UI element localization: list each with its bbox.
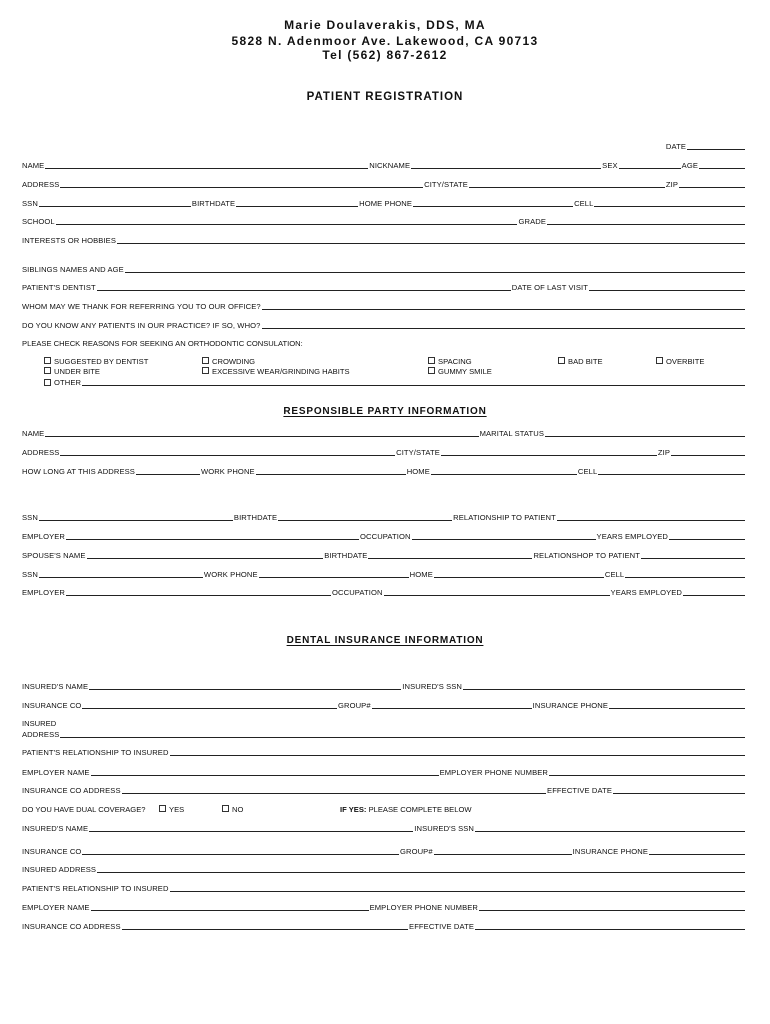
zip-field[interactable] <box>679 187 745 188</box>
ins2-name-row <box>22 821 746 833</box>
rp-spouse-work-phone-label: WORK PHONE <box>203 570 258 579</box>
siblings-label: SIBLINGS NAMES AND AGE <box>22 265 124 274</box>
rp-city-state-label: CITY/STATE <box>396 448 440 457</box>
grade-field[interactable] <box>547 224 745 225</box>
ssn-label: SSN <box>22 199 38 208</box>
age-label: AGE <box>681 161 698 170</box>
if-yes-note: IF YES: PLEASE COMPLETE BELOW <box>340 805 472 814</box>
siblings-field[interactable] <box>125 272 745 273</box>
ins-employer-phone-label: EMPLOYER PHONE NUMBER <box>439 768 548 777</box>
rp-spouse-occupation-label: OCCUPATION <box>332 588 383 597</box>
responsible-heading: RESPONSIBLE PARTY INFORMATION <box>283 406 487 417</box>
date-row <box>22 139 746 151</box>
ins-employer-field[interactable] <box>91 775 439 776</box>
rp-work-phone-label: WORK PHONE <box>200 467 255 476</box>
ins-employer-phone-field[interactable] <box>549 775 745 776</box>
ins2-employer-phone-field[interactable] <box>479 910 745 911</box>
school-row <box>22 214 746 226</box>
rp-spouse-home-field[interactable] <box>434 577 604 578</box>
ins-phone-label: INSURANCE PHONE <box>532 701 608 710</box>
age-field[interactable] <box>699 168 745 169</box>
checkbox[interactable] <box>159 805 166 812</box>
ins2-co-address-row <box>22 919 746 931</box>
ins2-co-label: INSURANCE CO <box>22 847 82 856</box>
reason-gummy[interactable]: GUMMY SMILE <box>428 367 492 376</box>
rp-spouse-name-label: SPOUSE'S NAME <box>22 551 86 560</box>
reason-crowding[interactable]: CROWDING <box>202 357 255 366</box>
know-patients-row <box>22 318 746 330</box>
rp-relationship-label: RELATIONSHIP TO PATIENT <box>453 513 556 522</box>
ins2-co-address-label: INSURANCE CO ADDRESS <box>22 922 121 931</box>
rp-name-label: NAME <box>22 429 45 438</box>
interests-label: INTERESTS OR HOBBIES <box>22 236 116 245</box>
rp-relationship-field[interactable] <box>557 520 745 521</box>
interests-field[interactable] <box>117 243 745 244</box>
rp-name-row <box>22 426 746 438</box>
rp-ssn-label: SSN <box>22 513 38 522</box>
checkbox[interactable] <box>44 379 51 386</box>
ins-relationship-field[interactable] <box>170 755 745 756</box>
rp-birthdate-label: BIRTHDATE <box>233 513 278 522</box>
rp-spouse-relationship-field[interactable] <box>641 558 745 559</box>
rp-employer-field[interactable] <box>66 539 359 540</box>
dentist-row <box>22 280 746 292</box>
ins-group-label: GROUP# <box>337 701 371 710</box>
ins-address-label-2: ADDRESS <box>22 730 60 739</box>
rp-cell-label: CELL <box>577 467 598 476</box>
practice-name: Marie Doulaverakis, DDS, MA <box>284 18 486 32</box>
checkbox[interactable] <box>428 357 435 364</box>
city-state-field[interactable] <box>469 187 665 188</box>
reason-under-bite[interactable]: UNDER BITE <box>44 367 100 376</box>
checkbox[interactable] <box>222 805 229 812</box>
rp-spouse-years-label: YEARS EMPLOYED <box>610 588 682 597</box>
ins-effective-label: EFFECTIVE DATE <box>547 786 612 795</box>
ins-co-field[interactable] <box>82 708 337 709</box>
zip-label: ZIP <box>665 180 678 189</box>
rp-how-long-field[interactable] <box>136 474 200 475</box>
reasons-prompt: PLEASE CHECK REASONS FOR SEEKING AN ORTHODONTIC CONSULATION: <box>22 339 303 348</box>
nickname-field[interactable] <box>411 168 601 169</box>
ins2-address-field[interactable] <box>97 872 745 873</box>
ins-address-field[interactable] <box>60 737 745 738</box>
rp-work-phone-field[interactable] <box>256 474 406 475</box>
reason-bad-bite[interactable]: BAD BITE <box>558 357 603 366</box>
rp-address-row <box>22 445 746 457</box>
cell-field[interactable] <box>594 206 745 207</box>
ins-co-label: INSURANCE CO <box>22 701 82 710</box>
ins-phone-field[interactable] <box>609 708 745 709</box>
rp-ssn-field[interactable] <box>39 520 233 521</box>
ins2-phone-label: INSURANCE PHONE <box>572 847 648 856</box>
ins-ssn-field[interactable] <box>463 689 745 690</box>
birthdate-field[interactable] <box>236 206 358 207</box>
siblings-row <box>22 262 746 274</box>
checkbox[interactable] <box>558 357 565 364</box>
rp-spouse-row <box>22 548 746 560</box>
ins-relationship-row <box>22 745 746 757</box>
checkbox[interactable] <box>656 357 663 364</box>
rp-spouse-occupation-field[interactable] <box>384 595 610 596</box>
interests-row <box>22 233 746 245</box>
school-label: SCHOOL <box>22 217 55 226</box>
insurance-heading: DENTAL INSURANCE INFORMATION <box>286 635 484 646</box>
ins-address-row <box>22 727 746 739</box>
name-field[interactable] <box>45 168 368 169</box>
checkbox[interactable] <box>202 357 209 364</box>
practice-address: 5828 N. Adenmoor Ave. Lakewood, CA 90713 <box>231 34 539 48</box>
rp-spouse-birthdate-label: BIRTHDATE <box>324 551 368 560</box>
ins2-employer-row <box>22 900 746 912</box>
rp-birthdate-field[interactable] <box>278 520 452 521</box>
ins-name-row <box>22 679 746 691</box>
last-visit-field[interactable] <box>589 290 745 291</box>
ins-name-label: INSURED'S NAME <box>22 682 89 691</box>
referral-row <box>22 299 746 311</box>
ins2-ssn-label: INSURED'S SSN <box>414 824 474 833</box>
rp-years-field[interactable] <box>669 539 745 540</box>
rp-spouse-employer-row <box>22 585 746 597</box>
ins-employer-row <box>22 765 746 777</box>
ins2-co-row <box>22 844 746 856</box>
rp-city-state-field[interactable] <box>441 455 657 456</box>
form-title: PATIENT REGISTRATION <box>306 91 464 103</box>
rp-spouse-cell-field[interactable] <box>625 577 745 578</box>
dual-no-option[interactable]: NO <box>222 805 243 814</box>
rp-occupation-field[interactable] <box>412 539 596 540</box>
ins2-employer-field[interactable] <box>91 910 369 911</box>
ssn-field[interactable] <box>39 206 191 207</box>
reason-other-field[interactable] <box>82 385 745 386</box>
ins-co-address-label: INSURANCE CO ADDRESS <box>22 786 121 795</box>
nickname-label: NICKNAME <box>369 161 411 170</box>
rp-ssn-row <box>22 510 746 522</box>
name-label: NAME <box>22 161 45 170</box>
rp-how-long-label: HOW LONG AT THIS ADDRESS <box>22 467 135 476</box>
ins-ssn-label: INSURED'S SSN <box>402 682 462 691</box>
rp-years-label: YEARS EMPLOYED <box>596 532 668 541</box>
ins2-address-row <box>22 862 746 874</box>
ins-group-field[interactable] <box>372 708 532 709</box>
city-state-label: CITY/STATE <box>424 180 468 189</box>
ins2-phone-field[interactable] <box>649 854 745 855</box>
reason-other-row <box>44 375 746 387</box>
rp-zip-field[interactable] <box>671 455 745 456</box>
ins2-name-field[interactable] <box>89 831 413 832</box>
ins2-relationship-row <box>22 881 746 893</box>
home-phone-label: HOME PHONE <box>359 199 413 208</box>
ins-name-field[interactable] <box>89 689 401 690</box>
date-field[interactable] <box>687 149 745 150</box>
ins2-co-address-field[interactable] <box>122 929 408 930</box>
rp-spouse-years-field[interactable] <box>683 595 745 596</box>
practice-phone: Tel (562) 867-2612 <box>322 48 448 62</box>
rp-spouse-employer-field[interactable] <box>66 595 331 596</box>
cell-label: CELL <box>574 199 594 208</box>
reason-suggested[interactable]: SUGGESTED BY DENTIST <box>44 357 148 366</box>
ins-employer-label: EMPLOYER NAME <box>22 768 90 777</box>
rp-spouse-work-phone-field[interactable] <box>259 577 409 578</box>
rp-home-field[interactable] <box>431 474 577 475</box>
ins2-employer-label: EMPLOYER NAME <box>22 903 90 912</box>
sex-label: SEX <box>602 161 618 170</box>
rp-marital-field[interactable] <box>545 436 745 437</box>
dual-coverage-label: DO YOU HAVE DUAL COVERAGE? <box>22 805 146 814</box>
rp-spouse-ssn-row <box>22 567 746 579</box>
rp-spouse-cell-label: CELL <box>604 570 625 579</box>
rp-cell-field[interactable] <box>598 474 745 475</box>
ssn-row <box>22 196 746 208</box>
ins2-name-label: INSURED'S NAME <box>22 824 89 833</box>
ins2-effective-label: EFFECTIVE DATE <box>409 922 474 931</box>
dentist-field[interactable] <box>97 290 511 291</box>
ins2-address-label: INSURED ADDRESS <box>22 865 97 874</box>
rp-occupation-label: OCCUPATION <box>360 532 411 541</box>
rp-address-field[interactable] <box>60 455 395 456</box>
rp-spouse-ssn-field[interactable] <box>39 577 203 578</box>
checkbox[interactable] <box>202 367 209 374</box>
ins2-relationship-label: PATIENT'S RELATIONSHIP TO INSURED <box>22 884 169 893</box>
checkbox[interactable] <box>428 367 435 374</box>
name-row <box>22 158 746 170</box>
know-patients-field[interactable] <box>262 328 746 329</box>
ins-co-address-field[interactable] <box>122 793 546 794</box>
referral-label: WHOM MAY WE THANK FOR REFERRING YOU TO OUR OFFICE? <box>22 302 261 311</box>
referral-field[interactable] <box>262 309 745 310</box>
reason-wear[interactable]: EXCESSIVE WEAR/GRINDING HABITS <box>202 367 350 376</box>
ins2-ssn-field[interactable] <box>475 831 745 832</box>
school-field[interactable] <box>56 224 518 225</box>
dual-yes-option[interactable]: YES <box>159 805 184 814</box>
rp-spouse-employer-label: EMPLOYER <box>22 588 65 597</box>
rp-spouse-home-label: HOME <box>409 570 433 579</box>
ins-co-address-row <box>22 783 746 795</box>
rp-employer-label: EMPLOYER <box>22 532 65 541</box>
grade-label: GRADE <box>518 217 546 226</box>
ins-address-label-1: INSURED <box>22 719 57 728</box>
ins-relationship-label: PATIENT'S RELATIONSHIP TO INSURED <box>22 748 169 757</box>
rp-zip-label: ZIP <box>657 448 670 457</box>
checkbox[interactable] <box>44 367 51 374</box>
rp-spouse-name-field[interactable] <box>87 558 324 559</box>
rp-employer-row <box>22 529 746 541</box>
address-row <box>22 177 746 189</box>
date-label: DATE <box>665 142 686 151</box>
ins2-group-label: GROUP# <box>399 847 433 856</box>
ins2-co-field[interactable] <box>82 854 399 855</box>
checkbox[interactable] <box>44 357 51 364</box>
rp-marital-label: MARITAL STATUS <box>479 429 544 438</box>
ins2-effective-field[interactable] <box>475 929 745 930</box>
reason-other-label: OTHER <box>54 378 82 387</box>
rp-spouse-ssn-label: SSN <box>22 570 38 579</box>
last-visit-label: DATE OF LAST VISIT <box>511 283 588 292</box>
rp-name-field[interactable] <box>45 436 478 437</box>
birthdate-label: BIRTHDATE <box>191 199 236 208</box>
ins2-group-field[interactable] <box>434 854 572 855</box>
ins2-relationship-field[interactable] <box>170 891 745 892</box>
home-phone-field[interactable] <box>413 206 573 207</box>
ins-co-row <box>22 698 746 710</box>
sex-field[interactable] <box>619 168 681 169</box>
rp-address-label: ADDRESS <box>22 448 60 457</box>
address-field[interactable] <box>60 187 423 188</box>
know-patients-label: DO YOU KNOW ANY PATIENTS IN OUR PRACTICE? IF SO, WHO? <box>22 321 261 330</box>
rp-spouse-birthdate-field[interactable] <box>368 558 532 559</box>
ins-effective-field[interactable] <box>613 793 745 794</box>
ins2-employer-phone-label: EMPLOYER PHONE NUMBER <box>369 903 478 912</box>
address-label: ADDRESS <box>22 180 60 189</box>
rp-spouse-relationship-label: RELATIONSHOP TO PATIENT <box>533 551 640 560</box>
dentist-label: PATIENT'S DENTIST <box>22 283 96 292</box>
rp-how-long-row <box>22 464 746 476</box>
reason-overbite[interactable]: OVERBITE <box>656 357 704 366</box>
rp-home-label: HOME <box>406 467 430 476</box>
reason-spacing[interactable]: SPACING <box>428 357 472 366</box>
